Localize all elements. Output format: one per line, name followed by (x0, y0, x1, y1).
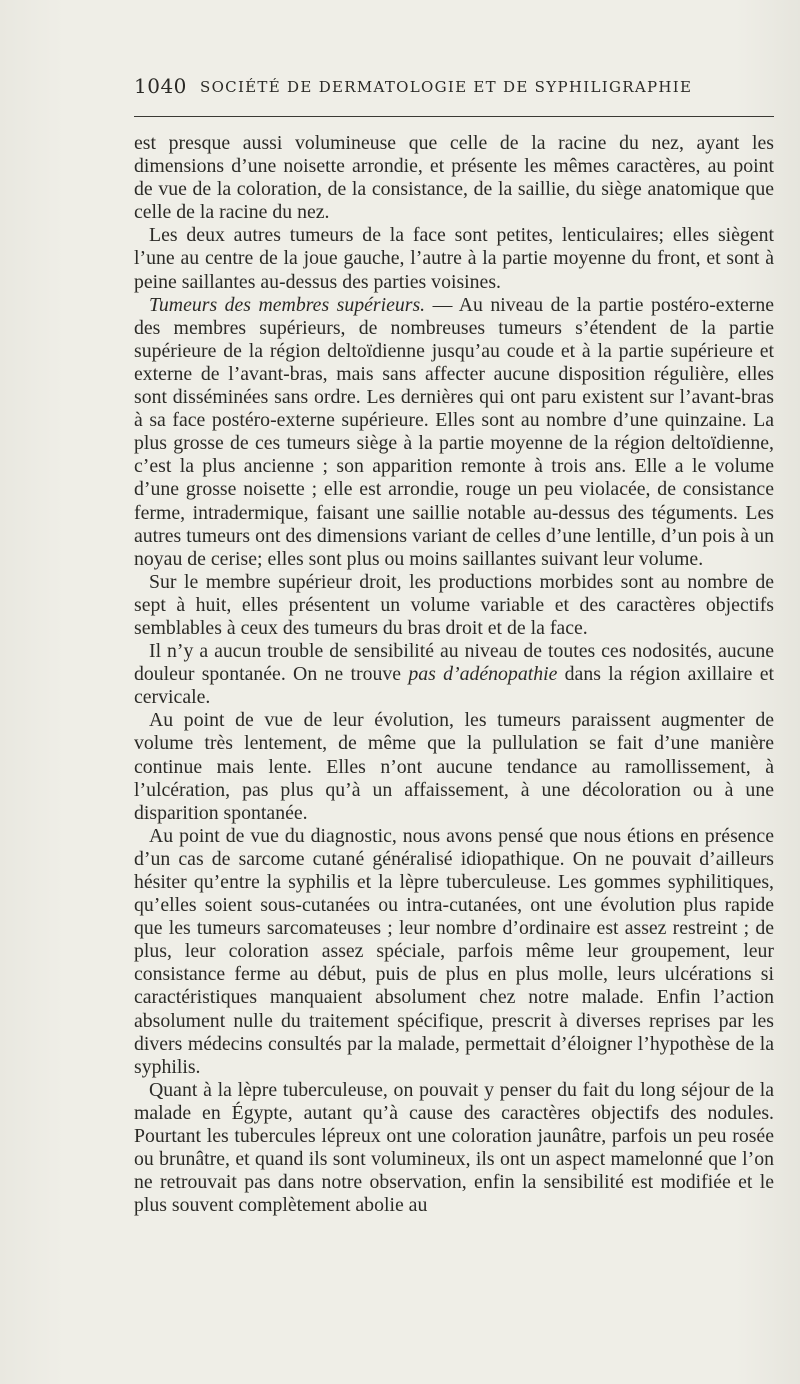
paragraph (134, 294, 774, 571)
paragraph (134, 1079, 774, 1218)
paragraph-text: est presque aussi volumineuse que celle de la racine du nez, ayant les dimensions d’une noisette arrondie, et présente les mêmes caractères, au point de vue de la coloration, de la consistance, de la saillie, du siège anatomique que celle de la racine du nez. (134, 132, 774, 224)
paragraph-text: — Au niveau de la partie postéro-externe des membres supérieurs, de nombreuses tumeurs s’étendent de la partie supérieure de la région deltoïdienne jusqu’au coude et à la partie supérieure et externe de l’avant-bras, mais sans affecter aucune disposition régulière, elles sont disséminées sans ordre. Les dernières qui ont paru existent sur l’avant-bras à sa face postéro-externe supérieure. Elles sont au nombre d’une quinzaine. La plus grosse de ces tumeurs siège à la partie moyenne de la région deltoïdienne, c’est la plus ancienne ; son apparition remonte à trois ans. Elle a le volume d’une grosse noisette ; elle est arrondie, rouge un peu violacée, de consistance ferme, intradermique, faisant une saillie notable au-dessus des téguments. Les autres tumeurs ont des dimensions variant de celles d’une lentille, d’un pois à un noyau de cerise; elles sont plus ou moins saillantes suivant leur volume. (134, 293, 774, 570)
paragraph-text: dans la région axillaire et cervicale. (134, 663, 774, 709)
header-rule (134, 116, 774, 117)
paragraph (134, 132, 774, 224)
paragraph-text: Au point de vue du diagnostic, nous avons pensé que nous étions en présence d’un cas de sarcome cutané généralisé idiopathique. On ne pouvait d’ailleurs hésiter qu’entre la syphilis et la lèpre tuberculeuse. Les gommes syphilitiques, qu’elles soient sous-cutanées ou intra-cutanées, ont une évolution plus rapide que les tumeurs sarcomateuses ; leur nombre d’ordinaire est assez restreint ; de plus, leur coloration assez spéciale, parfois même leur groupement, leur consistance ferme au début, puis de plus en plus molle, leurs ulcérations si caractéristiques manquaient absolument chez notre malade. Enfin l’action absolument nulle du traitement spécifique, prescrit à diverses reprises par les divers médecins consultés par la malade, permettait d’éloigner l’hypothèse de la syphilis. (134, 824, 774, 1078)
page-header (134, 74, 774, 108)
paragraph-text: Il n’y a aucun trouble de sensibilité au niveau de toutes ces nodosités, aucune douleur spontanée. On ne trouve (134, 640, 774, 686)
page-number: 1040 (134, 74, 187, 98)
paragraph-text: Les deux autres tumeurs de la face sont petites, lenticulaires; elles siègent l’une au centre de la joue gauche, l’autre à la partie moyenne du front, et sont à peine saillantes au-dessus des parties voisines. (134, 224, 774, 293)
body-text (134, 132, 774, 1217)
running-head: SOCIÉTÉ DE DERMATOLOGIE ET DE SYPHILIGRAPHIE (200, 78, 693, 96)
emphasis-text: pas d’adénopathie (408, 663, 558, 686)
paragraph (134, 224, 774, 293)
paragraph (134, 640, 774, 709)
paragraph-text: Sur le membre supérieur droit, les productions morbides sont au nombre de sept à huit, elles présentent un volume variable et des caractères objectifs semblables à ceux des tumeurs du bras droit et de la face. (134, 570, 774, 639)
paragraph (134, 571, 774, 640)
paragraph (134, 825, 774, 1079)
paragraph-text: Au point de vue de leur évolution, les tumeurs paraissent augmenter de volume très lentement, de même que la pullulation se fait d’une manière continue mais lente. Elles n’ont aucune tendance au ramollissement, à l’ulcération, pas plus qu’à un affaissement, à une décoloration ou à une disparition spontanée. (134, 709, 774, 824)
paragraph-text: Quant à la lèpre tuberculeuse, on pouvait y penser du fait du long séjour de la malade en Égypte, autant qu’à cause des caractères objectifs des nodules. Pourtant les tubercules lépreux ont une coloration jaunâtre, parfois un peu rosée ou brunâtre, et quand ils sont volumineux, ils ont un aspect mamelonné que l’on ne retrouvait pas dans notre observation, enfin la sensibilité est modifiée et le plus souvent complètement abolie au (134, 1078, 774, 1217)
section-heading: Tumeurs des membres supérieurs. (149, 293, 426, 316)
paragraph (134, 709, 774, 824)
